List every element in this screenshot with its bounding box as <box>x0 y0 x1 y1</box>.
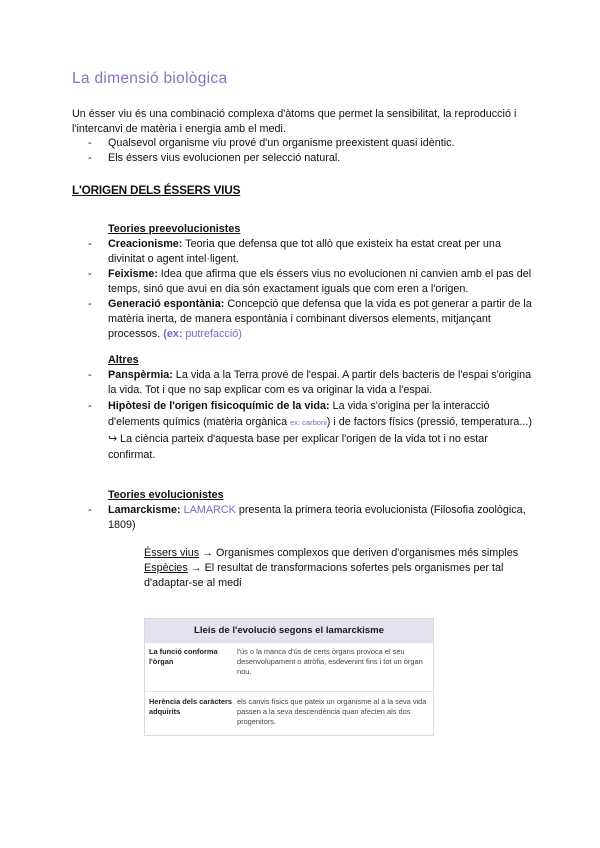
altres-section <box>72 353 532 463</box>
table-cell-law: La funció conforma l'òrgan <box>149 647 218 666</box>
list-item-panspermia <box>72 368 532 398</box>
intro-paragraph: Un ésser viu és una combinació complexa d'àtoms que permet la sensibilitat, la reproducció i l'intercanvi de matèria i energia amb el medi. <box>72 108 517 135</box>
altres-list <box>72 368 532 463</box>
table-row <box>145 643 433 692</box>
list-item: - Els éssers vius evolucionen per selecció natural. <box>72 151 532 166</box>
table-cell-description: els canvis físics que pateix un organisme al a la seva vida passen a la seva descendència quan afecten als dos progenitors. <box>237 697 427 726</box>
table-cell-law: Herència dels caràcters adquirits <box>149 697 232 716</box>
term-text: presenta la primera teoria evolucionista (Filosofia zoològica, 1809) <box>108 504 526 531</box>
list-item-generacio-espontania <box>72 297 532 342</box>
intro-list <box>72 136 532 166</box>
preevolucionistes-section <box>72 222 532 342</box>
list-item-creacionisme <box>72 237 532 267</box>
note-text: ↪ La ciència parteix d'aquesta base per explicar l'origen de la vida tot i no estar confirmat. <box>108 433 488 461</box>
definition-text: → Organismes complexos que deriven d'organismes més simples <box>199 547 519 559</box>
list-item-lamarckisme <box>72 503 532 533</box>
table-cell-description: l'ús o la manca d'ús de certs òrgans provoca el seu desenvolupament o atròfia, esdevenint fins i tot un òrgan nou. <box>237 647 423 676</box>
example-text: putrefacció) <box>182 328 242 340</box>
table-title: Lleis de l'evolució segons el lamarckisme <box>145 619 433 643</box>
section-heading: L'ORIGEN DELS ÉSSERS VIUS <box>72 183 241 197</box>
example-small: ex: carboni <box>290 418 327 427</box>
definition-especies <box>144 561 534 591</box>
page-title: La dimensió biològica <box>72 70 228 87</box>
lamarck-link: LAMARCK <box>180 504 236 516</box>
example-label: (ex: <box>163 328 183 340</box>
term-text: Idea que afirma que els éssers vius no evolucionen ni canvien amb el pas del temps, sinó que avui en dia són exactament iguals que com eren a l'origen. <box>108 268 532 295</box>
term-text: La vida a la Terra prové de l'espai. A partir dels bacteris de l'espai s'origina la vida. Tot i que no sap explicar com es va originar la vida a l'espai. <box>108 369 532 396</box>
lamarck-laws-table <box>144 618 434 736</box>
definitions <box>144 546 534 591</box>
evolucionistes-list <box>72 503 532 533</box>
term-text: Teoria que defensa que tot allò que existeix ha estat creat per una divinitat o agent intel·ligent. <box>108 238 501 265</box>
evolucionistes-section <box>72 488 532 533</box>
preevolucionistes-list <box>72 237 532 342</box>
term-label: Generació espontània: <box>108 298 225 310</box>
subheading-evolucionistes: Teories evolucionistes <box>108 489 224 501</box>
list-item: - Qualsevol organisme viu prové d'un organisme preexistent quasi idèntic. <box>72 136 532 151</box>
term-text: La vida s'origina per la interacció d'elements químics (matèria orgànica <box>108 400 490 428</box>
subheading-preevolucionistes: Teories preevolucionistes <box>108 223 241 235</box>
term-label: Panspèrmia: <box>108 369 173 381</box>
term-label: Hipòtesi de l'origen fisicoquímic de la vida: <box>108 400 330 412</box>
definition-text: → El resultat de transformacions sofertes pels organismes per tal d'adaptar-se al medi <box>144 562 504 589</box>
definition-essers-vius <box>144 546 534 561</box>
term-label: Feixisme: <box>108 268 158 280</box>
subheading-altres: Altres <box>108 354 139 366</box>
term-label: Creacionisme: <box>108 238 183 250</box>
list-item-feixisme <box>72 267 532 297</box>
term-text: Concepció que defensa que la vida es pot generar a partir de la matèria inerta, de manera espontània i combinant diversos elements, mitjançant processos. <box>108 298 532 340</box>
table-row <box>145 692 433 727</box>
definition-term: Espècies <box>144 562 188 574</box>
term-text: ) i de factors físics (pressió, temperatura...) <box>326 416 532 428</box>
term-label: Lamarckisme: <box>108 504 181 516</box>
list-item-fisicoquimic <box>72 398 532 463</box>
definition-term: Éssers vius <box>144 547 200 559</box>
